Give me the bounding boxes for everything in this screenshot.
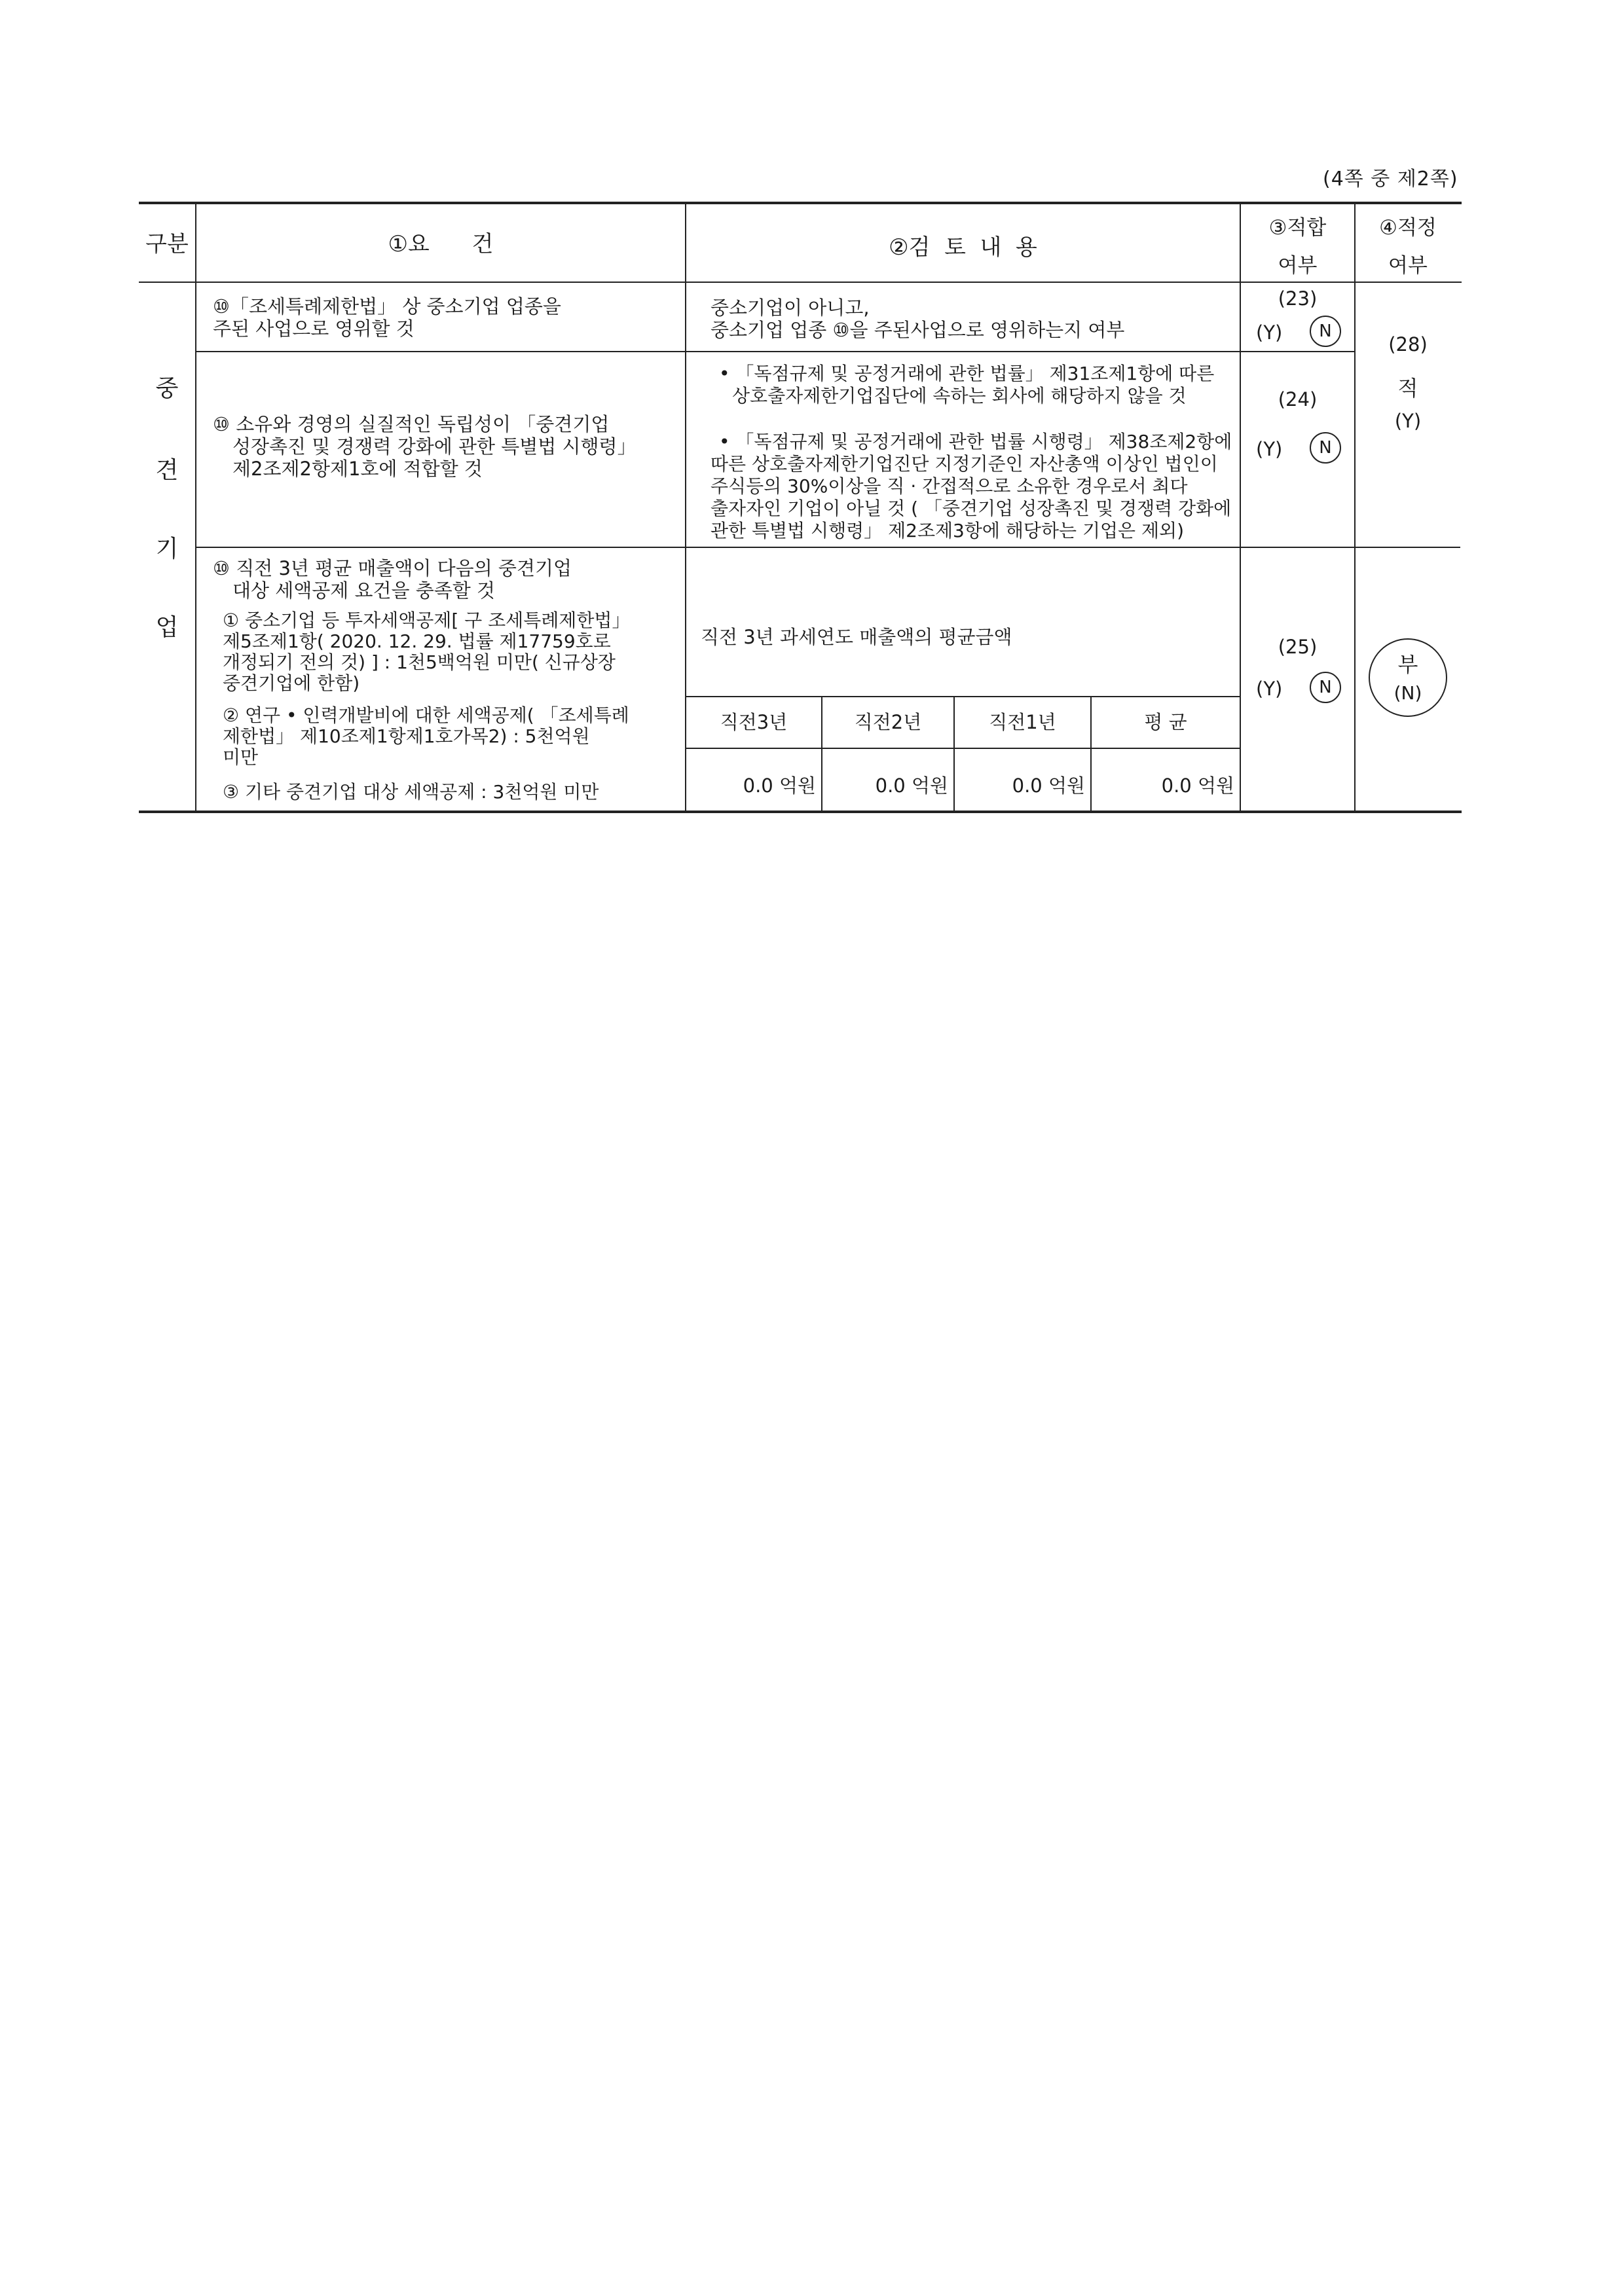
r109-req2-line3: 미만 bbox=[223, 746, 259, 768]
r109-req-title-line2: 대상 세액공제 요건을 충족할 것 bbox=[232, 579, 496, 602]
header-proper-1: ④적정 bbox=[1379, 216, 1437, 240]
category-char-4: 업 bbox=[155, 614, 179, 641]
proper-top-label: 적 bbox=[1397, 376, 1418, 401]
r108-req-line1: ⑩ 소유와 경영의 실질적인 독립성이 「중견기업 bbox=[213, 413, 610, 435]
r108-review1-line2: 상호출자제한기업집단에 속하는 회사에 해당하지 않을 것 bbox=[732, 385, 1187, 407]
r109-req-title-line1: ⑩ 직전 3년 평균 매출액이 다음의 중견기업 bbox=[213, 557, 572, 579]
header-review: ②검 토 내 용 bbox=[889, 234, 1037, 261]
r108-review2-line1: • 「독점규제 및 공정거래에 관한 법률 시행령」 제38조제2항에 bbox=[719, 431, 1232, 452]
r109-col-header-1: 직전3년 bbox=[720, 711, 788, 733]
r109-value-4: 0.0 억원 bbox=[1161, 774, 1234, 797]
col-line-category bbox=[195, 203, 196, 812]
header-requirement: ①요 건 bbox=[388, 231, 494, 257]
r109-value-2: 0.0 억원 bbox=[875, 774, 948, 797]
r107-req-line1: ⑩「조세특례제한법」 상 중소기업 업종을 bbox=[213, 295, 561, 318]
r109-req1-line1: ① 중소기업 등 투자세액공제[ 구 조세특례제한법」 bbox=[223, 610, 631, 631]
r109-fit-yes: (Y) bbox=[1256, 678, 1283, 700]
category-char-3: 기 bbox=[155, 536, 179, 562]
table-top-border bbox=[139, 202, 1462, 204]
r109-value-1: 0.0 억원 bbox=[743, 774, 816, 797]
r107-review-line1: 중소기업이 아니고, bbox=[710, 297, 870, 319]
category-char-2: 견 bbox=[155, 457, 179, 484]
r108-req-line2: 성장촉진 및 경쟁력 강화에 관한 특별법 시행령」 bbox=[232, 435, 637, 458]
r108-fit-number: (24) bbox=[1278, 388, 1318, 410]
r109-req1-line4: 중견기업에 한함) bbox=[223, 672, 360, 694]
r109-req1-line3: 개정되기 전의 것) ] : 1천5백억원 미만( 신규상장 bbox=[223, 651, 616, 673]
r108-fit-no-circled: N bbox=[1310, 432, 1341, 464]
r108-review1-line1: • 「독점규제 및 공정거래에 관한 법률」 제31조제1항에 따른 bbox=[719, 363, 1215, 384]
r109-req2-line2: 제한법」 제10조제1항제1호가목2) : 5천억원 bbox=[223, 725, 590, 747]
r109-fit-number: (25) bbox=[1278, 636, 1318, 658]
r107-req-line2: 주된 사업으로 영위할 것 bbox=[213, 318, 415, 340]
r107-fit-no-circled: N bbox=[1310, 316, 1341, 347]
r109-value-3: 0.0 억원 bbox=[1012, 774, 1085, 797]
proper-bottom-no: (N) bbox=[1393, 682, 1422, 704]
subtable-mid-border bbox=[686, 748, 1240, 749]
page-indicator: (4쪽 중 제2쪽) bbox=[1323, 168, 1458, 191]
proper-top-yes: (Y) bbox=[1394, 410, 1422, 432]
r109-col-header-4: 평 균 bbox=[1144, 711, 1187, 733]
r107-review-line2: 중소기업 업종 ⑩을 주된사업으로 영위하는지 여부 bbox=[710, 319, 1125, 341]
header-proper-2: 여부 bbox=[1388, 254, 1428, 278]
r107-fit-yes: (Y) bbox=[1256, 321, 1283, 344]
proper-top-number: (28) bbox=[1388, 333, 1428, 355]
r109-req1-line2: 제5조제1항( 2020. 12. 29. 법률 제17759호로 bbox=[223, 630, 611, 652]
header-bottom-border bbox=[139, 282, 1462, 283]
r109-col-header-3: 직전1년 bbox=[989, 711, 1056, 733]
r109-fit-no-circled: N bbox=[1310, 672, 1341, 703]
r109-review: 직전 3년 과세연도 매출액의 평균금액 bbox=[701, 626, 1012, 648]
r109-req3: ③ 기타 중견기업 대상 세액공제 : 3천억원 미만 bbox=[223, 781, 599, 803]
table-bottom-border bbox=[139, 811, 1462, 813]
r108-fit-yes: (Y) bbox=[1256, 438, 1283, 460]
proper-bottom-circle bbox=[1369, 638, 1447, 717]
r108-review2-line4: 출자자인 기업이 아닐 것 ( 「중견기업 성장촉진 및 경쟁력 강화에 bbox=[710, 498, 1232, 519]
header-fit-2: 여부 bbox=[1278, 254, 1318, 278]
header-category: 구분 bbox=[145, 231, 189, 257]
subtable-top-border bbox=[686, 696, 1240, 697]
r107-fit-number: (23) bbox=[1278, 287, 1318, 310]
row-108-bottom-border bbox=[196, 547, 1460, 548]
col-line-fit bbox=[1354, 203, 1356, 812]
header-fit-1: ③적합 bbox=[1268, 216, 1327, 240]
row-107-bottom-border bbox=[196, 351, 1356, 352]
proper-bottom-label: 부 bbox=[1397, 652, 1418, 677]
category-char-1: 중 bbox=[155, 375, 179, 402]
r109-req2-line1: ② 연구 • 인력개발비에 대한 세액공제( 「조세특례 bbox=[223, 704, 629, 726]
r108-review2-line5: 관한 특별법 시행령」 제2조제3항에 해당하는 기업은 제외) bbox=[710, 520, 1185, 541]
r108-req-line3: 제2조제2항제1호에 적합할 것 bbox=[232, 458, 483, 480]
r108-review2-line3: 주식등의 30%이상을 직 · 간접적으로 소유한 경우로서 최다 bbox=[710, 475, 1188, 497]
r109-col-header-2: 직전2년 bbox=[854, 711, 922, 733]
r108-review2-line2: 따른 상호출자제한기업진단 지정기준인 자산총액 이상인 법인이 bbox=[710, 453, 1218, 475]
